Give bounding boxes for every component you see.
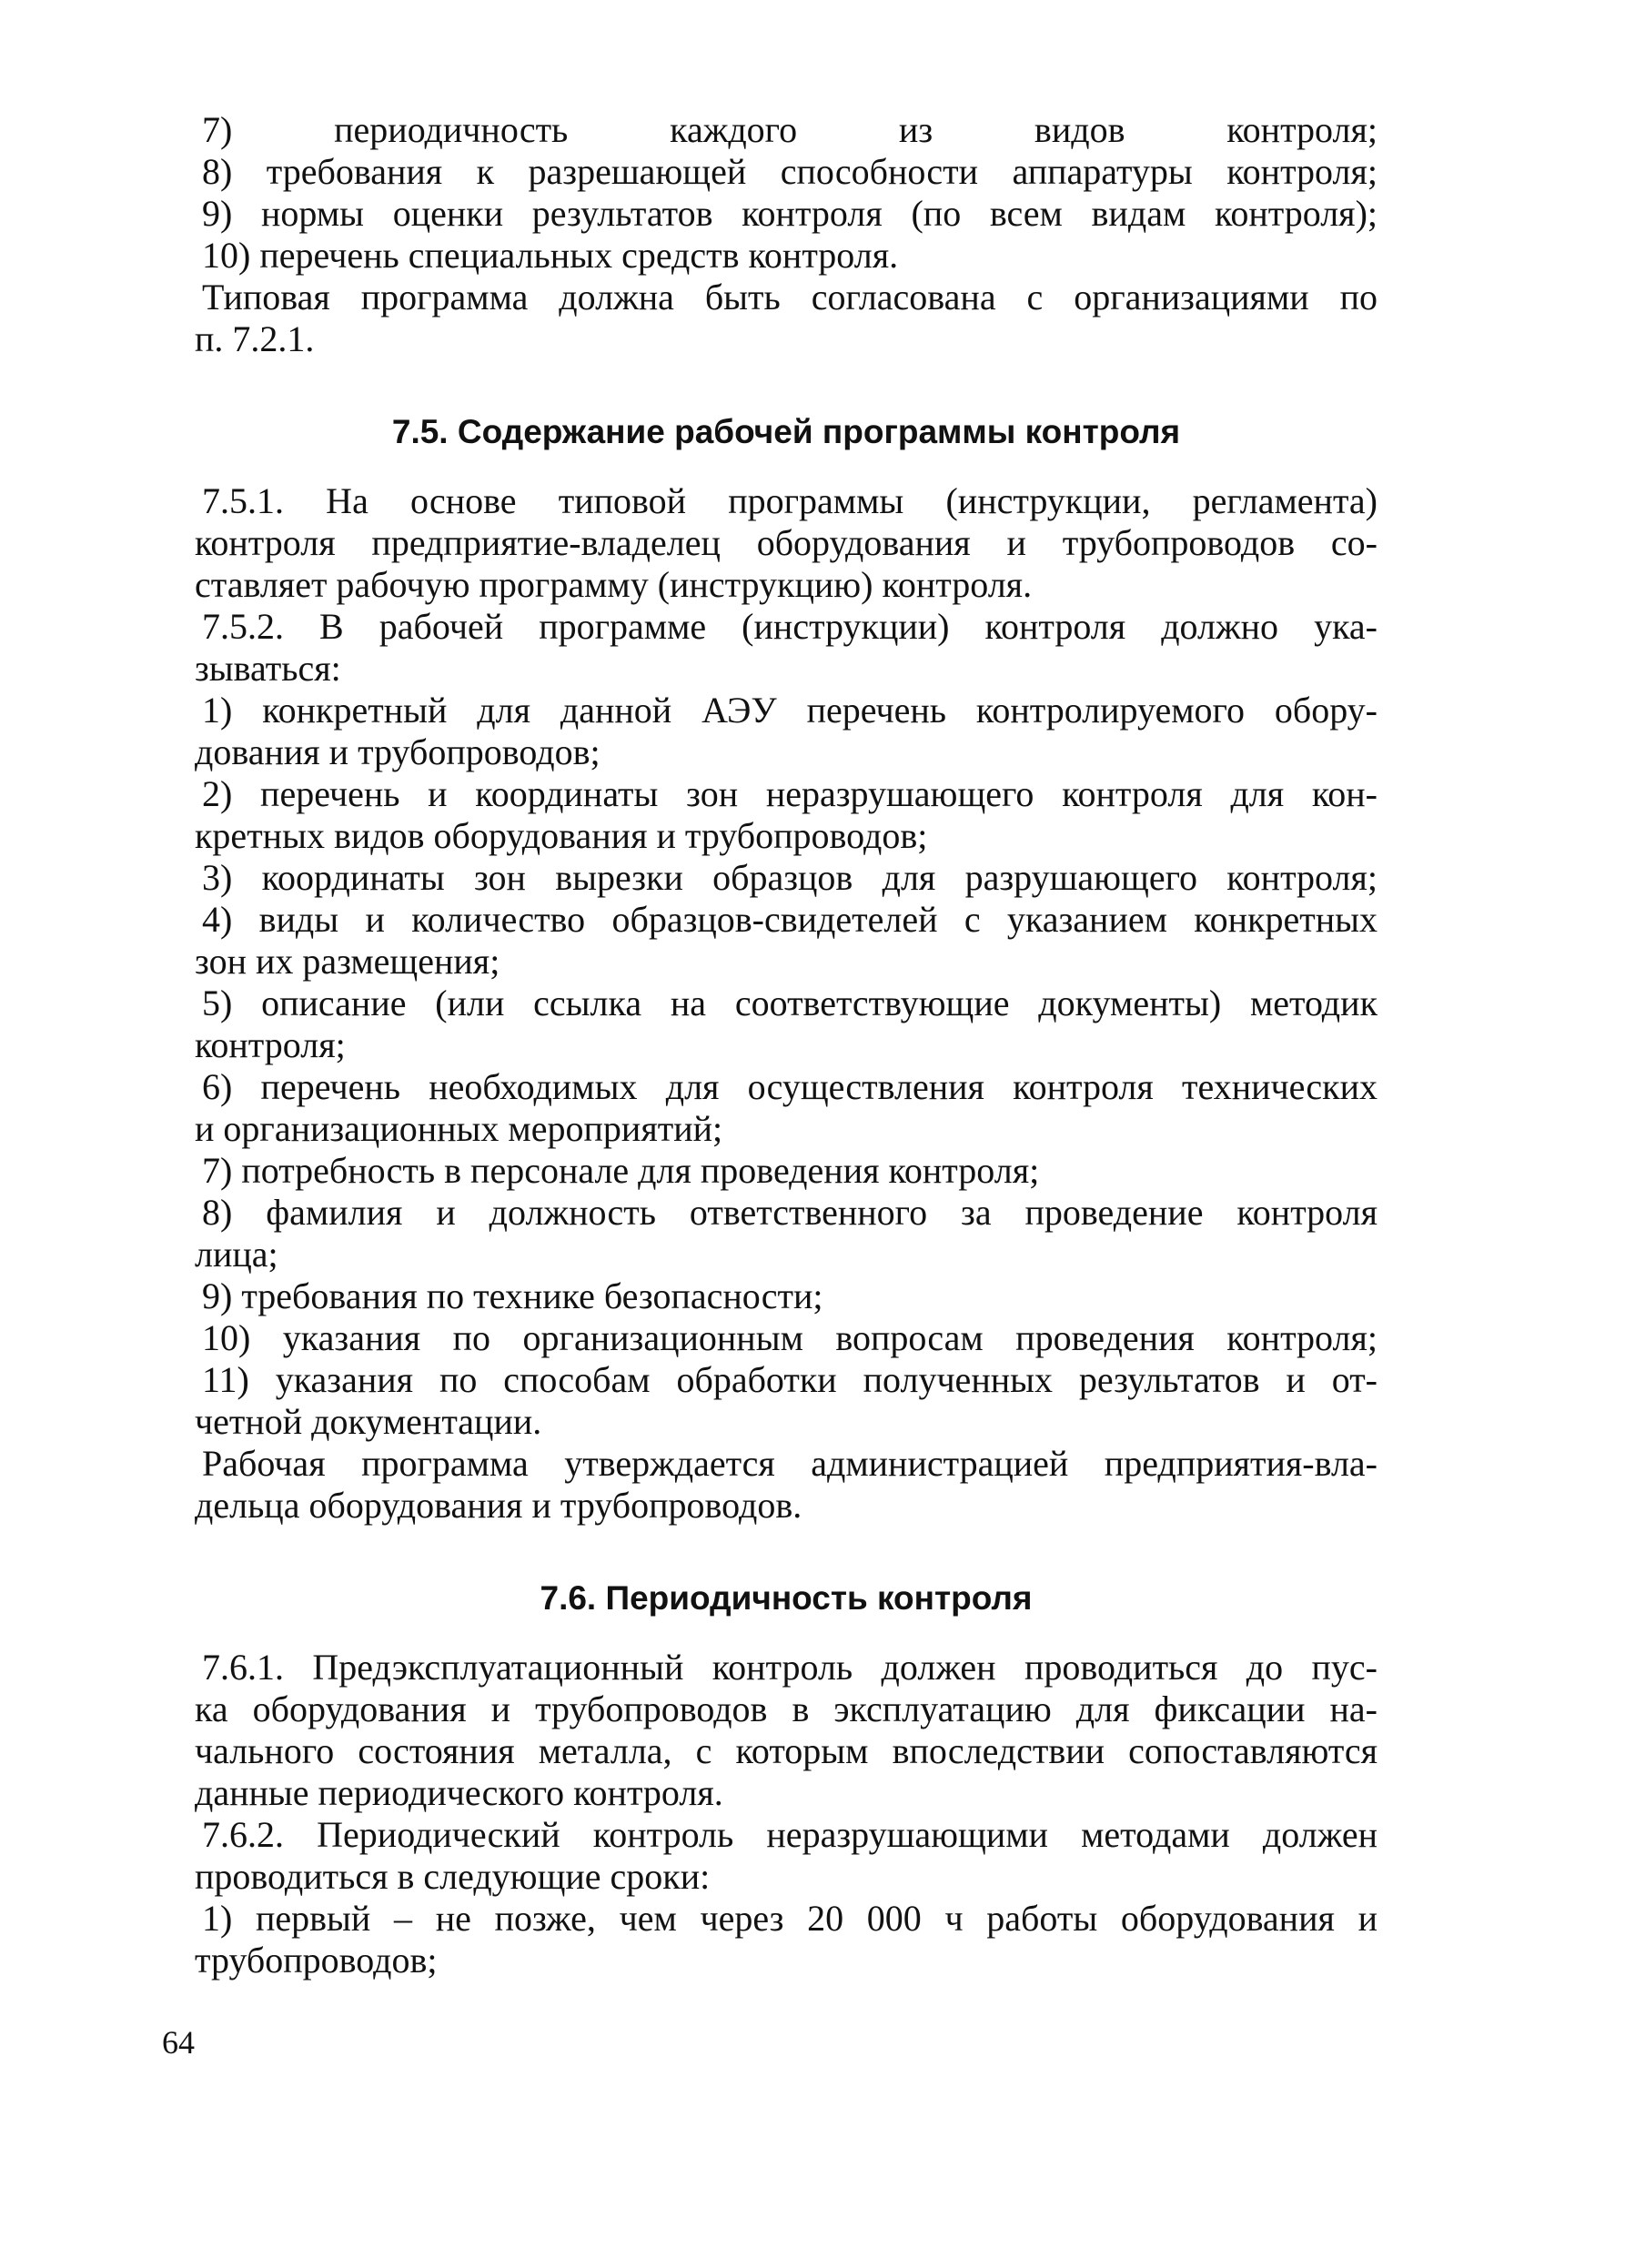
list-item: 10) указания по организационным вопросам проведения контроля; [202,1317,1378,1358]
list-item: 6) перечень необходимых для осуществления контроля технических [202,1066,1378,1107]
list-item: 7) периодичность каждого из видов контроля; [202,109,1378,150]
list-item: 1) конкретный для данной АЭУ перечень контролируемого обору- [202,690,1378,731]
paragraph-line: 7.6.2. Периодический контроль неразрушающими методами должен [202,1814,1378,1855]
paragraph-line: ка оборудования и трубопроводов в эксплуатацию для фиксации на- [195,1688,1378,1729]
list-item: 10) перечень специальных средств контроля. [202,235,899,276]
list-item: 8) требования к разрешающей способности аппаратуры контроля; [202,151,1378,192]
list-item: лица; [195,1234,278,1275]
page-number: 64 [162,2024,195,2061]
paragraph-line: Типовая программа должна быть согласована с организациями по [202,277,1378,318]
list-item: 9) требования по технике безопасности; [202,1275,823,1316]
document-page [195,109,1378,1981]
list-item: 4) виды и количество образцов-свидетелей с указанием конкретных [202,899,1378,940]
paragraph-line: 7.5.1. На основе типовой программы (инструкции, регламента) [202,480,1378,521]
paragraph-line: дельца оборудования и трубопроводов. [195,1485,802,1526]
list-item: 5) описание (или ссылка на соответствующие документы) методик [202,983,1378,1023]
list-item: 7) потребность в персонале для проведения контроля; [202,1150,1040,1191]
paragraph-line: проводиться в следующие сроки: [195,1856,711,1897]
paragraph-line: 7.5.2. В рабочей программе (инструкции) контроля должно ука- [202,606,1378,647]
list-item: четной документации. [195,1401,542,1442]
paragraph-line: чального состояния металла, с которым впоследствии сопоставляются [195,1730,1378,1771]
paragraph-line: данные периодического контроля. [195,1772,723,1813]
list-item: 11) указания по способам обработки полученных результатов и от- [202,1359,1378,1400]
list-item: контроля; [195,1024,346,1065]
paragraph-line: Рабочая программа утверждается администрацией предприятия-вла- [202,1443,1378,1484]
list-item: дования и трубопроводов; [195,731,600,772]
list-item: 2) перечень и координаты зон неразрушающего контроля для кон- [202,773,1378,814]
paragraph-line: зываться: [195,648,341,689]
list-item: зон их размещения; [195,941,500,982]
list-item: 3) координаты зон вырезки образцов для разрушающего контроля; [202,857,1378,898]
section-heading-7-5: 7.5. Содержание рабочей программы контроля [391,413,1181,450]
paragraph-line: 7.6.1. Предэксплуатационный контроль должен проводиться до пус- [202,1647,1378,1688]
paragraph-line: ставляет рабочую программу (инструкцию) контроля. [195,564,1033,605]
list-item: 8) фамилия и должность ответственного за проведение контроля [202,1192,1378,1233]
list-item: трубопроводов; [195,1940,438,1981]
section-heading-7-6: 7.6. Периодичность контроля [540,1579,1033,1617]
list-item: и организационных мероприятий; [195,1108,723,1149]
list-item: кретных видов оборудования и трубопроводов; [195,815,928,856]
paragraph-line: п. 7.2.1. [195,318,315,359]
list-item: 1) первый – не позже, чем через 20 000 ч работы оборудования и [202,1898,1378,1939]
paragraph-line: контроля предприятие-владелец оборудования и трубопроводов со- [195,522,1378,563]
list-item: 9) нормы оценки результатов контроля (по всем видам контроля); [202,193,1378,234]
